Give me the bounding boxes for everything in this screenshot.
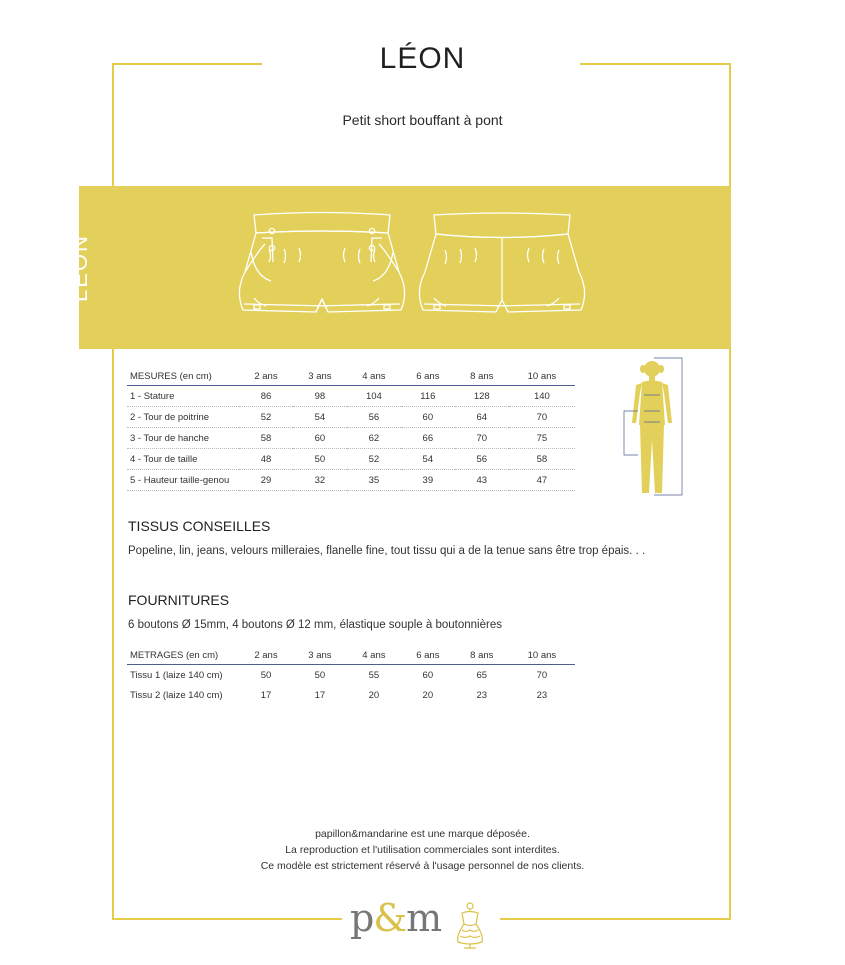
table-row bbox=[127, 386, 575, 407]
band-vertical-label: LÉON bbox=[67, 234, 92, 302]
size-header: 2 ans bbox=[239, 646, 293, 665]
cell-value: 17 bbox=[314, 689, 326, 701]
frame-bottom-right bbox=[500, 918, 731, 920]
cell-value: 32 bbox=[293, 470, 347, 491]
size-header: 8 ans bbox=[455, 646, 509, 665]
cell-value: 23 bbox=[536, 689, 548, 701]
footer-line: papillon&mandarine est une marque déposée. bbox=[315, 828, 530, 840]
size-header: 8 ans bbox=[455, 367, 509, 386]
logo-p: p bbox=[350, 896, 374, 940]
footer-notice bbox=[0, 826, 845, 874]
table-header-row bbox=[127, 646, 575, 665]
cell-value: 86 bbox=[239, 386, 293, 407]
yardage-table bbox=[127, 646, 575, 705]
table-header-label: METRAGES (en cm) bbox=[127, 646, 239, 665]
footer-line: La reproduction et l'utilisation commerciales sont interdites. bbox=[285, 844, 560, 856]
cell-value: 39 bbox=[401, 470, 455, 491]
footer-line: Ce modèle est strictement réservé à l'usage personnel de nos clients. bbox=[260, 860, 585, 872]
row-label: 1 - Stature bbox=[127, 386, 239, 407]
table-row bbox=[127, 449, 575, 470]
cell-value: 56 bbox=[455, 449, 509, 470]
page-subtitle: Petit short bouffant à pont bbox=[342, 112, 503, 128]
logo-m: m bbox=[406, 896, 442, 940]
dress-form-icon bbox=[450, 900, 490, 950]
cell-value: 58 bbox=[239, 428, 293, 449]
cell-value: 52 bbox=[347, 449, 401, 470]
cell-value: 60 bbox=[293, 428, 347, 449]
cell-value: 70 bbox=[536, 669, 548, 681]
cell-value: 65 bbox=[476, 669, 488, 681]
supplies-title: FOURNITURES bbox=[128, 592, 230, 608]
row-label: Tissu 1 (laize 140 cm) bbox=[130, 669, 223, 681]
cell-value: 50 bbox=[293, 449, 347, 470]
supplies-text: 6 boutons Ø 15mm, 4 boutons Ø 12 mm, élastique souple à boutonnières bbox=[128, 619, 502, 631]
cell-value: 48 bbox=[239, 449, 293, 470]
cell-value: 60 bbox=[401, 407, 455, 428]
table-header-row bbox=[127, 367, 575, 386]
table-row bbox=[127, 428, 575, 449]
brand-logo bbox=[350, 896, 495, 952]
frame-bottom-left bbox=[112, 918, 342, 920]
size-header: 10 ans bbox=[509, 367, 575, 386]
shorts-front-drawing bbox=[79, 186, 731, 349]
table-row bbox=[127, 685, 575, 705]
cell-value: 17 bbox=[260, 689, 272, 701]
cell-value: 20 bbox=[422, 689, 434, 701]
cell-value: 52 bbox=[239, 407, 293, 428]
cell-value: 128 bbox=[455, 386, 509, 407]
row-label: Tissu 2 (laize 140 cm) bbox=[130, 689, 223, 701]
cell-value: 50 bbox=[260, 669, 272, 681]
row-label: 2 - Tour de poitrine bbox=[127, 407, 239, 428]
table-row bbox=[127, 470, 575, 491]
cell-value: 29 bbox=[239, 470, 293, 491]
row-label: 5 - Hauteur taille-genou bbox=[127, 470, 239, 491]
size-header: 2 ans bbox=[239, 367, 293, 386]
measurements-table bbox=[127, 367, 575, 491]
cell-value: 54 bbox=[401, 449, 455, 470]
fabrics-title: TISSUS CONSEILLES bbox=[128, 518, 271, 534]
row-label: 3 - Tour de hanche bbox=[127, 428, 239, 449]
table-row bbox=[127, 665, 575, 686]
cell-value: 23 bbox=[476, 689, 488, 701]
size-header: 3 ans bbox=[293, 367, 347, 386]
cell-value: 43 bbox=[455, 470, 509, 491]
cell-value: 60 bbox=[422, 669, 434, 681]
cell-value: 75 bbox=[509, 428, 575, 449]
cell-value: 62 bbox=[347, 428, 401, 449]
cell-value: 50 bbox=[314, 669, 326, 681]
size-header: 4 ans bbox=[347, 367, 401, 386]
illustration-band bbox=[79, 186, 731, 349]
child-figure-icon bbox=[618, 355, 690, 500]
row-label: 4 - Tour de taille bbox=[127, 449, 239, 470]
size-header: 6 ans bbox=[401, 367, 455, 386]
cell-value: 64 bbox=[455, 407, 509, 428]
cell-value: 104 bbox=[347, 386, 401, 407]
size-header: 6 ans bbox=[401, 646, 455, 665]
size-header: 4 ans bbox=[347, 646, 401, 665]
table-row bbox=[127, 407, 575, 428]
size-header: 3 ans bbox=[293, 646, 347, 665]
cell-value: 58 bbox=[509, 449, 575, 470]
cell-value: 116 bbox=[401, 386, 455, 407]
table-header-label: MESURES (en cm) bbox=[127, 367, 239, 386]
cell-value: 47 bbox=[509, 470, 575, 491]
cell-value: 56 bbox=[347, 407, 401, 428]
cell-value: 35 bbox=[347, 470, 401, 491]
size-header: 10 ans bbox=[509, 646, 575, 665]
cell-value: 66 bbox=[401, 428, 455, 449]
page-title: LÉON bbox=[379, 42, 466, 75]
logo-amp: & bbox=[373, 896, 407, 940]
cell-value: 20 bbox=[368, 689, 380, 701]
cell-value: 70 bbox=[509, 407, 575, 428]
cell-value: 55 bbox=[368, 669, 380, 681]
cell-value: 70 bbox=[455, 428, 509, 449]
logo-wordmark bbox=[350, 896, 441, 940]
fabrics-text: Popeline, lin, jeans, velours milleraies, flanelle fine, tout tissu qui a de la tenue sans être trop épais. . . bbox=[128, 545, 646, 557]
cell-value: 54 bbox=[293, 407, 347, 428]
cell-value: 140 bbox=[509, 386, 575, 407]
cell-value: 98 bbox=[293, 386, 347, 407]
